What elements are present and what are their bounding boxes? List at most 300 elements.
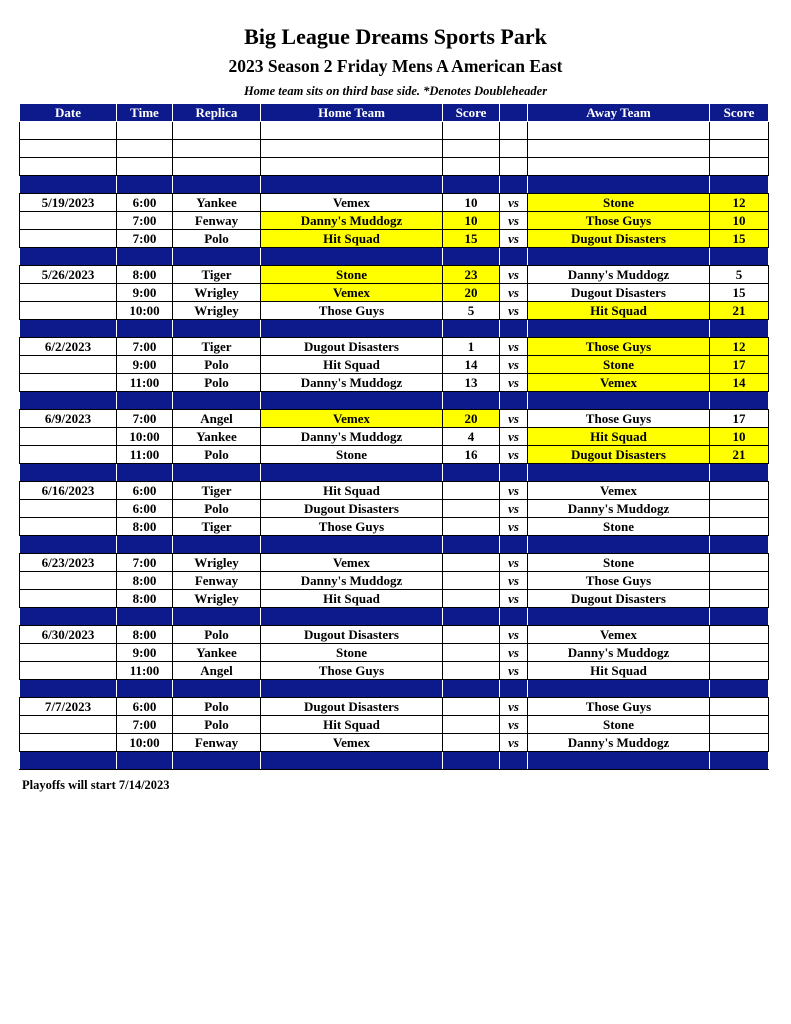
separator-cell bbox=[443, 608, 500, 626]
blank-row bbox=[20, 122, 769, 140]
separator-cell bbox=[117, 536, 173, 554]
empty-cell bbox=[500, 158, 528, 176]
home-team: Those Guys bbox=[261, 302, 443, 320]
week-separator bbox=[20, 392, 769, 410]
game-date bbox=[20, 662, 117, 680]
separator-cell bbox=[443, 464, 500, 482]
game-time: 7:00 bbox=[117, 716, 173, 734]
away-team: Danny's Muddogz bbox=[528, 734, 710, 752]
home-score: 1 bbox=[443, 338, 500, 356]
empty-cell bbox=[500, 122, 528, 140]
separator-cell bbox=[528, 248, 710, 266]
separator-cell bbox=[173, 464, 261, 482]
separator-cell bbox=[500, 320, 528, 338]
vs-label: vs bbox=[500, 554, 528, 572]
game-date bbox=[20, 572, 117, 590]
game-date: 6/9/2023 bbox=[20, 410, 117, 428]
game-row bbox=[20, 644, 769, 662]
game-date bbox=[20, 500, 117, 518]
separator-cell bbox=[117, 608, 173, 626]
empty-cell bbox=[117, 122, 173, 140]
separator-cell bbox=[500, 464, 528, 482]
game-time: 8:00 bbox=[117, 590, 173, 608]
home-team: Stone bbox=[261, 644, 443, 662]
game-row bbox=[20, 446, 769, 464]
empty-cell bbox=[173, 140, 261, 158]
separator-cell bbox=[500, 176, 528, 194]
game-row bbox=[20, 302, 769, 320]
home-score bbox=[443, 518, 500, 536]
separator-cell bbox=[20, 680, 117, 698]
home-team: Vemex bbox=[261, 554, 443, 572]
separator-cell bbox=[20, 608, 117, 626]
home-team: Danny's Muddogz bbox=[261, 212, 443, 230]
separator-cell bbox=[500, 608, 528, 626]
away-team: Stone bbox=[528, 716, 710, 734]
empty-cell bbox=[528, 140, 710, 158]
home-score bbox=[443, 572, 500, 590]
game-replica: Wrigley bbox=[173, 284, 261, 302]
game-time: 7:00 bbox=[117, 554, 173, 572]
away-score bbox=[710, 554, 769, 572]
vs-label: vs bbox=[500, 698, 528, 716]
separator-cell bbox=[173, 608, 261, 626]
game-date bbox=[20, 590, 117, 608]
separator-cell bbox=[710, 536, 769, 554]
separator-cell bbox=[261, 680, 443, 698]
game-row bbox=[20, 518, 769, 536]
game-date: 5/26/2023 bbox=[20, 266, 117, 284]
vs-label: vs bbox=[500, 302, 528, 320]
home-score: 14 bbox=[443, 356, 500, 374]
separator-cell bbox=[173, 320, 261, 338]
game-replica: Polo bbox=[173, 698, 261, 716]
playoffs-note: Playoffs will start 7/14/2023 bbox=[22, 778, 170, 792]
empty-cell bbox=[500, 140, 528, 158]
game-replica: Tiger bbox=[173, 518, 261, 536]
home-score: 4 bbox=[443, 428, 500, 446]
page-subtitle: 2023 Season 2 Friday Mens A American East bbox=[228, 56, 563, 76]
away-team: Hit Squad bbox=[528, 662, 710, 680]
empty-cell bbox=[528, 158, 710, 176]
empty-cell bbox=[528, 122, 710, 140]
away-score: 17 bbox=[710, 356, 769, 374]
game-time: 9:00 bbox=[117, 356, 173, 374]
vs-label: vs bbox=[500, 212, 528, 230]
home-team: Stone bbox=[261, 446, 443, 464]
column-header-date: Date bbox=[20, 104, 117, 122]
home-team: Vemex bbox=[261, 734, 443, 752]
game-date bbox=[20, 302, 117, 320]
column-header-away-score: Score bbox=[710, 104, 769, 122]
column-header-away-team: Away Team bbox=[528, 104, 710, 122]
game-replica: Yankee bbox=[173, 194, 261, 212]
vs-label: vs bbox=[500, 410, 528, 428]
game-time: 8:00 bbox=[117, 266, 173, 284]
away-score bbox=[710, 482, 769, 500]
separator-cell bbox=[20, 248, 117, 266]
away-score bbox=[710, 698, 769, 716]
game-date bbox=[20, 446, 117, 464]
away-team: Dugout Disasters bbox=[528, 590, 710, 608]
away-team: Those Guys bbox=[528, 698, 710, 716]
away-team: Stone bbox=[528, 356, 710, 374]
away-team: Dugout Disasters bbox=[528, 230, 710, 248]
empty-cell bbox=[443, 158, 500, 176]
game-date bbox=[20, 284, 117, 302]
home-score bbox=[443, 644, 500, 662]
game-row bbox=[20, 482, 769, 500]
game-replica: Tiger bbox=[173, 482, 261, 500]
table-header-row bbox=[20, 104, 769, 122]
game-time: 7:00 bbox=[117, 230, 173, 248]
separator-cell bbox=[117, 248, 173, 266]
game-row bbox=[20, 338, 769, 356]
away-score bbox=[710, 734, 769, 752]
home-team: Dugout Disasters bbox=[261, 698, 443, 716]
game-replica: Polo bbox=[173, 356, 261, 374]
away-score: 17 bbox=[710, 410, 769, 428]
column-header-replica: Replica bbox=[173, 104, 261, 122]
game-time: 11:00 bbox=[117, 662, 173, 680]
week-separator bbox=[20, 248, 769, 266]
separator-cell bbox=[173, 176, 261, 194]
schedule-body bbox=[20, 122, 769, 770]
game-row bbox=[20, 230, 769, 248]
vs-label: vs bbox=[500, 500, 528, 518]
away-team: Stone bbox=[528, 554, 710, 572]
separator-cell bbox=[20, 536, 117, 554]
game-row bbox=[20, 212, 769, 230]
home-team: Those Guys bbox=[261, 662, 443, 680]
away-team: Those Guys bbox=[528, 572, 710, 590]
home-team: Danny's Muddogz bbox=[261, 374, 443, 392]
home-score: 10 bbox=[443, 194, 500, 212]
game-replica: Yankee bbox=[173, 644, 261, 662]
game-replica: Polo bbox=[173, 374, 261, 392]
game-time: 10:00 bbox=[117, 302, 173, 320]
home-team: Hit Squad bbox=[261, 590, 443, 608]
game-replica: Angel bbox=[173, 410, 261, 428]
vs-label: vs bbox=[500, 644, 528, 662]
page-title: Big League Dreams Sports Park bbox=[244, 24, 547, 49]
away-score: 10 bbox=[710, 212, 769, 230]
vs-label: vs bbox=[500, 482, 528, 500]
game-time: 8:00 bbox=[117, 518, 173, 536]
empty-cell bbox=[261, 140, 443, 158]
game-row bbox=[20, 284, 769, 302]
away-score: 21 bbox=[710, 446, 769, 464]
home-score: 10 bbox=[443, 212, 500, 230]
home-score: 20 bbox=[443, 410, 500, 428]
away-team: Those Guys bbox=[528, 338, 710, 356]
away-score: 21 bbox=[710, 302, 769, 320]
home-team: Vemex bbox=[261, 194, 443, 212]
away-score: 15 bbox=[710, 284, 769, 302]
vs-label: vs bbox=[500, 518, 528, 536]
empty-cell bbox=[261, 158, 443, 176]
game-date bbox=[20, 518, 117, 536]
game-row bbox=[20, 194, 769, 212]
separator-cell bbox=[500, 536, 528, 554]
game-time: 6:00 bbox=[117, 482, 173, 500]
separator-cell bbox=[528, 176, 710, 194]
vs-label: vs bbox=[500, 374, 528, 392]
game-time: 6:00 bbox=[117, 698, 173, 716]
empty-cell bbox=[710, 158, 769, 176]
game-time: 7:00 bbox=[117, 410, 173, 428]
empty-cell bbox=[443, 140, 500, 158]
away-score: 5 bbox=[710, 266, 769, 284]
separator-cell bbox=[528, 320, 710, 338]
away-score: 14 bbox=[710, 374, 769, 392]
separator-cell bbox=[117, 320, 173, 338]
game-date: 6/16/2023 bbox=[20, 482, 117, 500]
game-time: 11:00 bbox=[117, 446, 173, 464]
home-team: Dugout Disasters bbox=[261, 500, 443, 518]
week-separator bbox=[20, 320, 769, 338]
game-replica: Tiger bbox=[173, 266, 261, 284]
game-replica: Tiger bbox=[173, 338, 261, 356]
separator-cell bbox=[173, 536, 261, 554]
game-replica: Fenway bbox=[173, 212, 261, 230]
away-score: 15 bbox=[710, 230, 769, 248]
game-time: 6:00 bbox=[117, 194, 173, 212]
away-team: Dugout Disasters bbox=[528, 284, 710, 302]
away-team: Vemex bbox=[528, 482, 710, 500]
game-row bbox=[20, 734, 769, 752]
separator-cell bbox=[173, 752, 261, 770]
week-separator bbox=[20, 608, 769, 626]
home-team: Vemex bbox=[261, 284, 443, 302]
away-score bbox=[710, 572, 769, 590]
game-replica: Polo bbox=[173, 446, 261, 464]
week-separator bbox=[20, 680, 769, 698]
home-score: 13 bbox=[443, 374, 500, 392]
separator-cell bbox=[261, 608, 443, 626]
home-score bbox=[443, 662, 500, 680]
game-time: 8:00 bbox=[117, 572, 173, 590]
game-row bbox=[20, 590, 769, 608]
game-date bbox=[20, 428, 117, 446]
separator-cell bbox=[20, 464, 117, 482]
home-team: Danny's Muddogz bbox=[261, 572, 443, 590]
separator-cell bbox=[117, 752, 173, 770]
game-row bbox=[20, 266, 769, 284]
vs-label: vs bbox=[500, 734, 528, 752]
home-score: 23 bbox=[443, 266, 500, 284]
game-row bbox=[20, 374, 769, 392]
away-team: Danny's Muddogz bbox=[528, 266, 710, 284]
empty-cell bbox=[20, 158, 117, 176]
away-team: Stone bbox=[528, 194, 710, 212]
separator-cell bbox=[261, 752, 443, 770]
game-date bbox=[20, 230, 117, 248]
away-team: Danny's Muddogz bbox=[528, 644, 710, 662]
home-score: 20 bbox=[443, 284, 500, 302]
away-score bbox=[710, 644, 769, 662]
column-header-time: Time bbox=[117, 104, 173, 122]
blank-row bbox=[20, 140, 769, 158]
game-replica: Angel bbox=[173, 662, 261, 680]
away-team: Hit Squad bbox=[528, 428, 710, 446]
separator-cell bbox=[528, 752, 710, 770]
game-date bbox=[20, 644, 117, 662]
game-time: 11:00 bbox=[117, 374, 173, 392]
blank-row bbox=[20, 158, 769, 176]
game-row bbox=[20, 410, 769, 428]
game-row bbox=[20, 662, 769, 680]
vs-label: vs bbox=[500, 446, 528, 464]
away-score bbox=[710, 518, 769, 536]
home-score bbox=[443, 698, 500, 716]
empty-cell bbox=[117, 140, 173, 158]
away-score bbox=[710, 500, 769, 518]
separator-cell bbox=[261, 464, 443, 482]
vs-label: vs bbox=[500, 266, 528, 284]
separator-cell bbox=[528, 680, 710, 698]
game-time: 8:00 bbox=[117, 626, 173, 644]
separator-cell bbox=[500, 248, 528, 266]
game-date bbox=[20, 716, 117, 734]
separator-cell bbox=[710, 320, 769, 338]
away-team: Vemex bbox=[528, 626, 710, 644]
separator-cell bbox=[710, 176, 769, 194]
vs-label: vs bbox=[500, 194, 528, 212]
separator-cell bbox=[443, 392, 500, 410]
home-score bbox=[443, 626, 500, 644]
away-team: Stone bbox=[528, 518, 710, 536]
home-score bbox=[443, 482, 500, 500]
home-team: Dugout Disasters bbox=[261, 338, 443, 356]
separator-cell bbox=[443, 176, 500, 194]
separator-cell bbox=[528, 464, 710, 482]
game-date bbox=[20, 356, 117, 374]
empty-cell bbox=[173, 158, 261, 176]
empty-cell bbox=[20, 122, 117, 140]
separator-cell bbox=[443, 536, 500, 554]
empty-cell bbox=[261, 122, 443, 140]
game-row bbox=[20, 626, 769, 644]
away-score bbox=[710, 716, 769, 734]
home-team: Hit Squad bbox=[261, 356, 443, 374]
home-score: 5 bbox=[443, 302, 500, 320]
separator-cell bbox=[443, 680, 500, 698]
game-date: 5/19/2023 bbox=[20, 194, 117, 212]
game-date bbox=[20, 374, 117, 392]
game-row bbox=[20, 500, 769, 518]
game-time: 9:00 bbox=[117, 284, 173, 302]
separator-cell bbox=[710, 608, 769, 626]
away-score bbox=[710, 590, 769, 608]
separator-cell bbox=[20, 320, 117, 338]
home-score bbox=[443, 554, 500, 572]
empty-cell bbox=[710, 140, 769, 158]
game-date: 6/2/2023 bbox=[20, 338, 117, 356]
home-score: 16 bbox=[443, 446, 500, 464]
away-team: Those Guys bbox=[528, 212, 710, 230]
game-replica: Wrigley bbox=[173, 302, 261, 320]
away-team: Hit Squad bbox=[528, 302, 710, 320]
home-score: 15 bbox=[443, 230, 500, 248]
home-team: Hit Squad bbox=[261, 482, 443, 500]
home-team: Hit Squad bbox=[261, 230, 443, 248]
separator-cell bbox=[117, 464, 173, 482]
vs-label: vs bbox=[500, 572, 528, 590]
separator-cell bbox=[443, 752, 500, 770]
game-row bbox=[20, 356, 769, 374]
game-row bbox=[20, 572, 769, 590]
separator-cell bbox=[261, 392, 443, 410]
away-score: 12 bbox=[710, 338, 769, 356]
home-score bbox=[443, 734, 500, 752]
schedule-note: Home team sits on third base side. *Denotes Doubleheader bbox=[243, 84, 548, 98]
game-time: 10:00 bbox=[117, 734, 173, 752]
separator-cell bbox=[117, 176, 173, 194]
separator-cell bbox=[261, 176, 443, 194]
vs-label: vs bbox=[500, 428, 528, 446]
schedule-table bbox=[19, 103, 769, 770]
game-replica: Polo bbox=[173, 716, 261, 734]
game-replica: Wrigley bbox=[173, 554, 261, 572]
vs-label: vs bbox=[500, 230, 528, 248]
away-score: 10 bbox=[710, 428, 769, 446]
separator-cell bbox=[20, 752, 117, 770]
separator-cell bbox=[173, 248, 261, 266]
vs-label: vs bbox=[500, 626, 528, 644]
empty-cell bbox=[443, 122, 500, 140]
separator-cell bbox=[20, 176, 117, 194]
game-time: 7:00 bbox=[117, 212, 173, 230]
game-replica: Fenway bbox=[173, 572, 261, 590]
away-score bbox=[710, 662, 769, 680]
separator-cell bbox=[710, 752, 769, 770]
week-separator bbox=[20, 464, 769, 482]
game-date: 7/7/2023 bbox=[20, 698, 117, 716]
game-replica: Polo bbox=[173, 500, 261, 518]
away-score bbox=[710, 626, 769, 644]
empty-cell bbox=[173, 122, 261, 140]
vs-label: vs bbox=[500, 716, 528, 734]
game-time: 10:00 bbox=[117, 428, 173, 446]
home-team: Those Guys bbox=[261, 518, 443, 536]
week-separator bbox=[20, 536, 769, 554]
separator-cell bbox=[261, 248, 443, 266]
column-header-vs bbox=[500, 104, 528, 122]
home-team: Danny's Muddogz bbox=[261, 428, 443, 446]
home-team: Dugout Disasters bbox=[261, 626, 443, 644]
separator-cell bbox=[528, 536, 710, 554]
separator-cell bbox=[710, 248, 769, 266]
vs-label: vs bbox=[500, 662, 528, 680]
game-time: 7:00 bbox=[117, 338, 173, 356]
week-separator bbox=[20, 176, 769, 194]
separator-cell bbox=[117, 680, 173, 698]
away-team: Danny's Muddogz bbox=[528, 500, 710, 518]
home-score bbox=[443, 500, 500, 518]
separator-cell bbox=[500, 680, 528, 698]
game-date bbox=[20, 734, 117, 752]
separator-cell bbox=[710, 392, 769, 410]
separator-cell bbox=[173, 680, 261, 698]
vs-label: vs bbox=[500, 284, 528, 302]
separator-cell bbox=[261, 536, 443, 554]
game-replica: Polo bbox=[173, 230, 261, 248]
empty-cell bbox=[117, 158, 173, 176]
away-team: Dugout Disasters bbox=[528, 446, 710, 464]
away-team: Vemex bbox=[528, 374, 710, 392]
separator-cell bbox=[443, 248, 500, 266]
